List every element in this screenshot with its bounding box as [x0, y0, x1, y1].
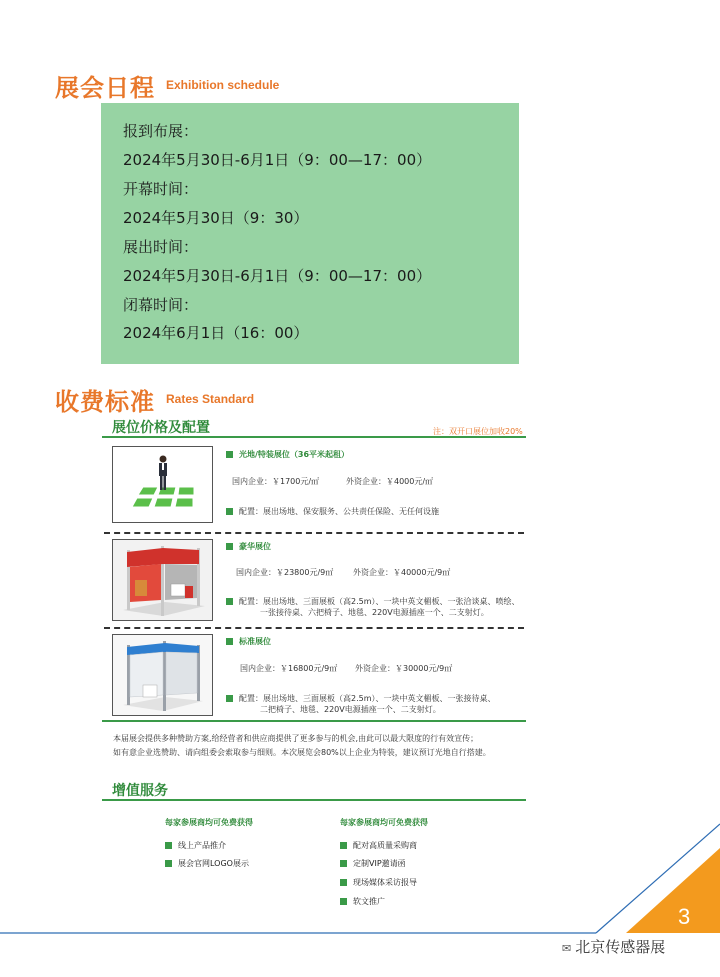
- booth-name: 豪华展位: [226, 541, 271, 552]
- schedule-line: 2024年5月30日-6月1日（9：00—17：00）: [123, 151, 432, 169]
- booth-divider: [104, 627, 524, 629]
- booth-config: 配置：展出场地、三面展板（高2.5m）、一块中英文楣板、一张接待桌、: [226, 693, 496, 704]
- vas-item: 展会官网LOGO展示: [165, 858, 249, 869]
- schedule-title: 展会日程: [55, 74, 155, 102]
- schedule-line: 报到布展：: [123, 122, 199, 140]
- wechat-icon: ✉: [562, 942, 572, 955]
- foreign-price: 外资企业：￥40000元/9㎡: [353, 568, 451, 577]
- bullet-icon: [226, 598, 233, 605]
- vas-right-head: 每家参展商均可免费获得: [340, 818, 428, 827]
- bullet-icon: [226, 451, 233, 458]
- page-number: 3: [678, 904, 691, 929]
- booth-divider: [104, 532, 524, 534]
- domestic-price: 国内企业：￥16800元/9㎡: [240, 664, 338, 673]
- value-added-title: 增值服务: [112, 783, 168, 799]
- schedule-line: 开幕时间：: [123, 180, 199, 198]
- bullet-icon: [226, 543, 233, 550]
- schedule-subtitle: Exhibition schedule: [166, 78, 280, 92]
- standard-booth-image: [112, 634, 213, 716]
- double-opening-note: 注：双开口展位加收20%: [433, 427, 523, 436]
- booth-name: 光地/特装展位（36平米起租）: [226, 449, 349, 460]
- schedule-box: [101, 103, 519, 364]
- domestic-price: 国内企业：￥1700元/㎡: [232, 477, 320, 486]
- rates-title: 收费标准: [55, 388, 155, 416]
- booth-config-cont: 二把椅子、地毯、220V电源插座一个、二支射灯。: [260, 705, 441, 714]
- domestic-price: 国内企业：￥23800元/9㎡: [236, 568, 334, 577]
- booth-section-divider: [102, 720, 526, 722]
- foreign-price: 外资企业：￥4000元/㎡: [346, 477, 434, 486]
- booth-config: 配置：展出场地、保安服务、公共责任保险、无任何设施: [226, 506, 439, 517]
- bullet-icon: [226, 638, 233, 645]
- foreign-price: 外资企业：￥30000元/9㎡: [355, 664, 453, 673]
- schedule-line: 2024年5月30日（9：30）: [123, 209, 309, 227]
- luxury-booth-image: [112, 539, 213, 621]
- schedule-line: 2024年6月1日（16：00）: [123, 324, 309, 342]
- booth-name: 标准展位: [226, 636, 271, 647]
- watermark: ✉ 北京传感器展: [562, 938, 666, 956]
- booth-price-header: 展位价格及配置: [112, 420, 210, 436]
- vas-item: 现场媒体采访报导: [340, 877, 417, 888]
- schedule-line: 展出时间：: [123, 238, 199, 256]
- booth-config: 配置：展出场地、三面展板（高2.5m）、一块中英文楣板、一张洽谈桌、喷绘、: [226, 596, 520, 607]
- vas-left-head: 每家参展商均可免费获得: [165, 818, 253, 827]
- vas-item: 定制VIP邀请函: [340, 858, 406, 869]
- booth-config-cont: 一张接待桌、六把椅子、地毯、220V电源插座一个、二支射灯。: [260, 608, 489, 617]
- vas-item: 软文推广: [340, 896, 385, 907]
- schedule-line: 闭幕时间：: [123, 296, 199, 314]
- value-added-divider: [102, 799, 526, 801]
- bullet-icon: [226, 508, 233, 515]
- sponsor-note-line: 本届展会提供多种赞助方案,给经营者和供应商提供了更多参与的机会,由此可以最大限度的行有效宣传；: [113, 734, 479, 743]
- schedule-line: 2024年5月30日-6月1日（9：00—17：00）: [123, 267, 432, 285]
- raw-space-booth-image: [112, 446, 213, 523]
- sponsor-note-line: 如有意企业选赞助、请向组委会索取参与细则。本次展览会80%以上企业为特装，建议预订光地自行搭建。: [113, 748, 491, 757]
- rates-subtitle: Rates Standard: [166, 392, 255, 406]
- vas-item: 配对高质量采购商: [340, 840, 417, 851]
- bullet-icon: [226, 695, 233, 702]
- header-divider: [102, 436, 526, 438]
- vas-item: 线上产品推介: [165, 840, 226, 851]
